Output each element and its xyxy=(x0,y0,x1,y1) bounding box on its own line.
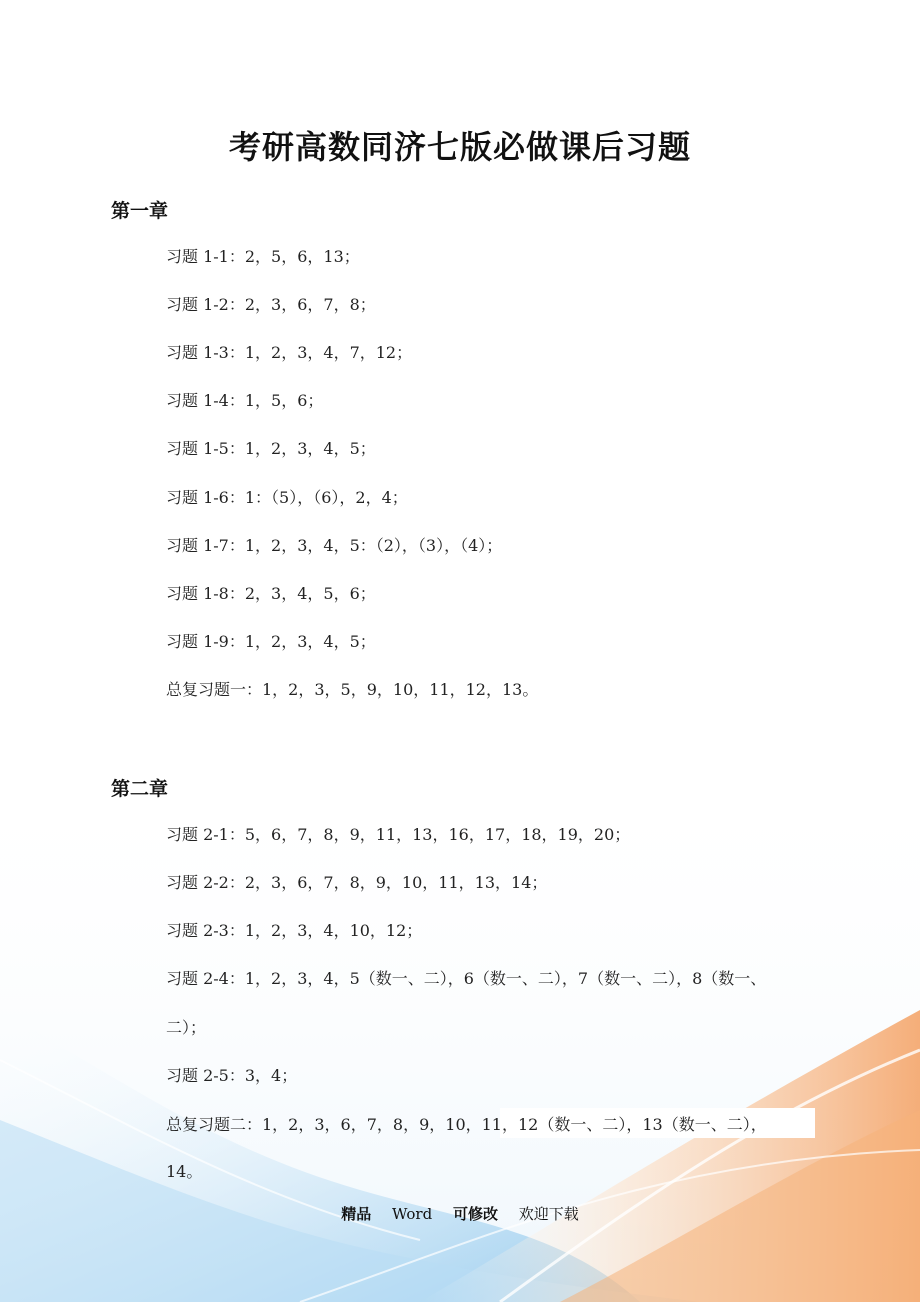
chapter-heading: 第一章 xyxy=(111,200,169,222)
exercise-line: 习题 2-1：5，6，7，8，9，11，13，16，17，18，19，20； xyxy=(166,825,631,844)
exercise-line-continuation: 二）； xyxy=(166,1018,207,1037)
exercise-line: 习题 1-2：2，3，6，7，8； xyxy=(166,295,376,314)
chapter-heading: 第二章 xyxy=(111,778,169,800)
exercise-line: 习题 2-5：3，4； xyxy=(166,1066,298,1085)
review-exercise-line: 总复习题二：1，2，3，6，7，8，9，10，11，12（数一、二），13（数一、二）， xyxy=(166,1115,767,1134)
review-exercise-line: 总复习题一：1，2，3，5，9，10，11，12，13。 xyxy=(166,680,539,699)
exercise-line: 习题 1-4：1，5，6； xyxy=(166,391,324,410)
page-title: 考研高数同济七版必做课后习题 xyxy=(228,128,691,166)
exercise-line: 习题 1-9：1，2，3，4，5； xyxy=(166,632,376,651)
page-footer xyxy=(0,1203,920,1224)
exercise-line-continuation: 14。 xyxy=(166,1162,203,1181)
exercise-line: 习题 2-4：1，2，3，4，5（数一、二），6（数一、二），7（数一、二），8（数一、 xyxy=(166,969,767,988)
exercise-line: 习题 2-3：1，2，3，4，10，12； xyxy=(166,921,423,940)
footer-label-download: 欢迎下载 xyxy=(518,1205,579,1223)
footer-label-format: Word xyxy=(392,1205,433,1223)
exercise-line: 习题 1-7：1，2，3，4，5：（2），（3），（4）； xyxy=(166,536,503,555)
exercise-line: 习题 2-2：2，3，6，7，8，9，10，11，13，14； xyxy=(166,873,548,892)
exercise-line: 习题 1-8：2，3，4，5，6； xyxy=(166,584,376,603)
exercise-line: 习题 1-5：1，2，3，4，5； xyxy=(166,439,376,458)
exercise-line: 习题 1-3：1，2，3，4，7，12； xyxy=(166,343,413,362)
exercise-line: 习题 1-1：2，5，6，13； xyxy=(166,247,360,266)
exercise-line: 习题 1-6：1：（5），（6），2，4； xyxy=(166,488,408,507)
footer-label-quality: 精品 xyxy=(341,1205,372,1223)
footer-label-editable: 可修改 xyxy=(452,1205,498,1223)
